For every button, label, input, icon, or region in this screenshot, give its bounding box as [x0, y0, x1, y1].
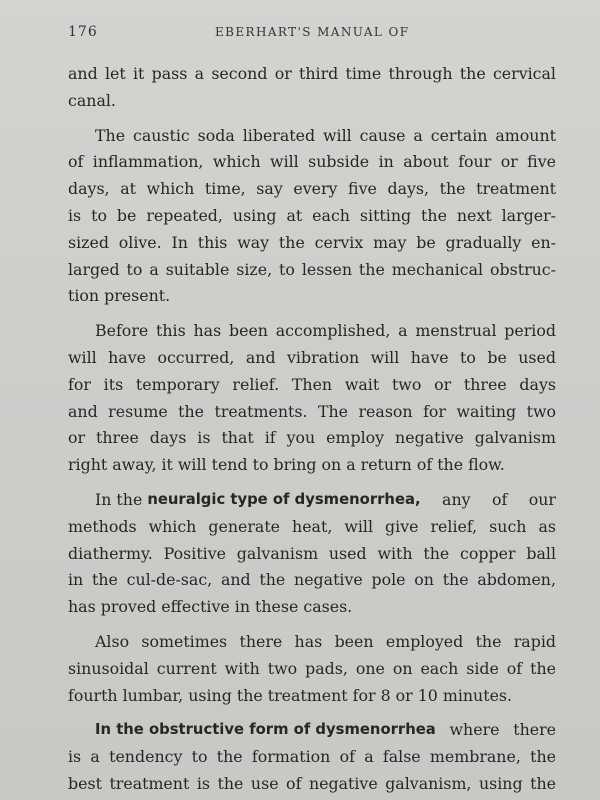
paragraph [68, 717, 556, 797]
text-line: for its temporary relief. Then wait two or three days [68, 374, 556, 394]
paragraph [68, 629, 556, 709]
text-line: The caustic soda liberated will cause a certain amount [95, 125, 556, 145]
bold-heading: neuralgic type of dysmenorrhea, [147, 490, 421, 508]
text-line: of inflammation, which will subside in about four or five [68, 152, 556, 172]
text-line: Before this has been accomplished, a menstrual period [95, 321, 556, 341]
text-line: in the cul-de-sac, and the negative pole on the abdomen, [68, 570, 556, 590]
text-line: Also sometimes there has been employed the rapid [95, 631, 556, 651]
text-line: will have occurred, and vibration will have to be used [68, 347, 556, 367]
text-line: and let it pass a second or third time through the cervical [68, 64, 556, 83]
text-line: and resume the treatments. The reason for waiting two [68, 401, 556, 421]
text-line: diathermy. Positive galvanism used with the copper ball [68, 543, 556, 563]
text-line: methods which generate heat, will give relief, such as [68, 516, 556, 536]
paragraph [68, 487, 556, 621]
text-line: or three days is that if you employ negative galvanism [68, 428, 556, 448]
text-run: where there [435, 720, 556, 740]
text-line: is to be repeated, using at each sitting the next larger- [68, 205, 556, 225]
running-head: EBERHART'S MANUAL OF [215, 25, 410, 39]
text-line: is a tendency to the formation of a false membrane, the [68, 747, 556, 767]
text-line: fourth lumbar, using the treatment for 8 or 10 minutes. [68, 685, 513, 705]
bold-heading: In the obstructive form of dysmenorrhea [95, 721, 436, 739]
paragraph [68, 123, 556, 311]
text-line: sinusoidal current with two pads, one on each side of the [68, 658, 556, 678]
page-header [68, 24, 548, 44]
text-line: right away, it will tend to bring on a return of the flow. [68, 455, 505, 475]
text-line: has proved effective in these cases. [68, 597, 353, 617]
page-number: 176 [68, 24, 98, 40]
paragraph [68, 61, 556, 115]
text-run: In the [95, 489, 148, 509]
text-line: canal. [68, 90, 116, 110]
paragraph [68, 318, 556, 479]
body-text [68, 61, 556, 798]
text-line: tion present. [68, 286, 171, 306]
text-run: any of our [420, 489, 556, 509]
text-line [68, 717, 556, 744]
text-line: days, at which time, say every five days, the treatment [68, 179, 556, 199]
text-line [68, 487, 556, 514]
text-line: larged to a suitable size, to lessen the mechanical obstruc- [68, 259, 556, 279]
text-line: best treatment is the use of negative galvanism, using the [68, 773, 556, 793]
text-line: sized olive. In this way the cervix may be gradually en- [68, 232, 556, 252]
